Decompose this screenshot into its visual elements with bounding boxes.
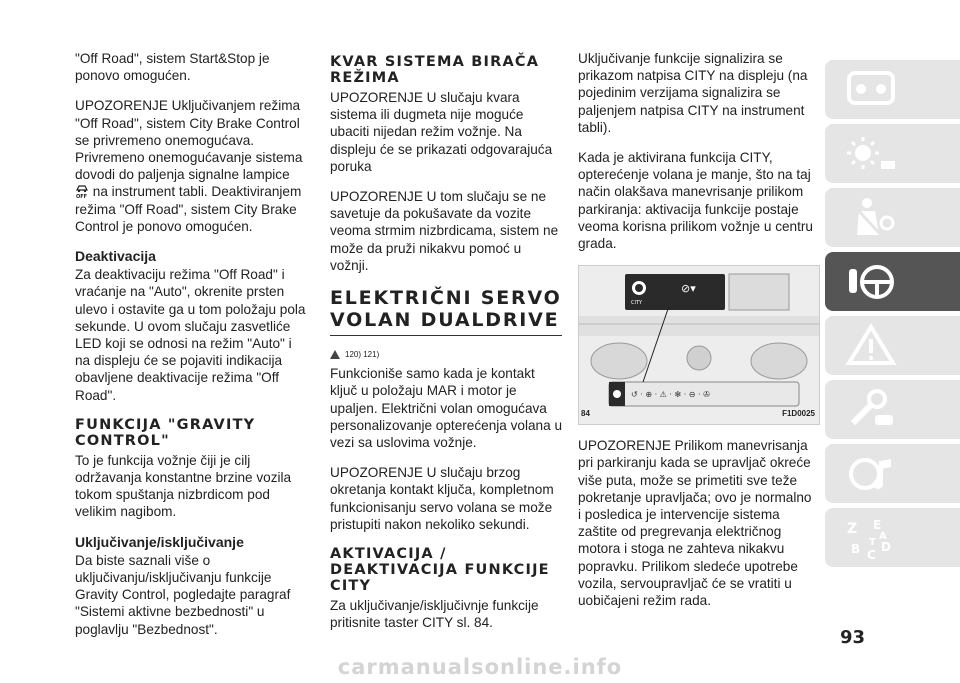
column-left	[75, 50, 307, 651]
svg-text:A: A	[879, 530, 887, 542]
heading-kvar-sistema: KVAR SISTEMA BIRAČA REŽIMA	[330, 54, 540, 86]
svg-text:⊘▾: ⊘▾	[681, 282, 696, 296]
svg-text:B: B	[851, 541, 861, 556]
key-steering-wheel-icon	[845, 259, 897, 305]
paragraph: UPOZORENJE Prilikom manevrisanja pri parkiranju kada se upravljač okreće više puta, može se primetiti sve teže pokretanje upravljača; ovo je normalno i posledica je intervencije sistema zaštite od pregrevanja električnog motora i stoga ne zahteva nikakvu popravku. Prilikom sledeće upotrebe vozila, servoupravljač će se vratiti u uobičajeni režim rada.	[578, 438, 812, 609]
subheading-ukljucivanje: Uključivanje/isključivanje	[75, 533, 244, 550]
tab-index[interactable]	[825, 508, 960, 567]
sun-lights-icon	[845, 131, 897, 177]
paragraph: To je funkcija vožnje čiji je cilj održavanja konstantne brzine vozila tokom spuštanja nizbrdicom pod velikim nagibom.	[75, 452, 292, 520]
paragraph: Uključivanje funkcije signalizira se prikazom natpisa CITY na displeju (na pojedinim verzijama signalizira se paljenjem natpisa CITY na instrument tabli).	[578, 51, 808, 135]
svg-text:↺ · ⊕ · ⚠ · ✻ · ⊖ · ✇: ↺ · ⊕ · ⚠ · ✻ · ⊖ · ✇	[631, 390, 710, 400]
figure-84-city-button	[578, 265, 820, 425]
svg-text:C: C	[867, 547, 876, 561]
tab-multimedia[interactable]	[825, 444, 960, 503]
svg-text:E: E	[873, 517, 882, 532]
heading-rule	[330, 335, 562, 336]
paragraph: "Off Road", sistem Start&Stop je ponovo omogućen.	[75, 51, 270, 84]
chapter-tabs	[825, 60, 960, 572]
settings-music-icon	[845, 451, 897, 497]
paragraph-text: na instrument tabli. Deaktiviranjem režima "Off Road", sistem City Brake Control je ponovo omogućen.	[75, 184, 302, 234]
warning-triangle-car-icon	[845, 323, 897, 369]
watermark: carmanualsonline.info	[337, 655, 623, 679]
paragraph: UPOZORENJE U tom slučaju se ne savetuje da pokušavate da vozite veoma strmim nizbrdicama, sistem ne može da pruži nikakvu pomoć u vožnji.	[330, 189, 559, 273]
figure-number: 84	[581, 409, 590, 419]
paragraph-warning	[75, 97, 307, 235]
off-icon-label: OFF	[76, 194, 88, 200]
svg-text:D: D	[881, 539, 891, 554]
paragraph: Za uključivanje/isključivnje funkcije pritisnite taster CITY sl. 84.	[330, 598, 539, 631]
tab-maintenance[interactable]	[825, 380, 960, 439]
svg-text:Z: Z	[847, 520, 858, 537]
tab-safety[interactable]	[825, 188, 960, 247]
paragraph: Funkcioniše samo kada je kontakt ključ u položaju MAR i motor je upaljen. Električni volan omogućava personalizovanje opterećenja volana u vezi sa uslovima vožnje.	[330, 366, 563, 451]
subheading-deaktivacija: Deaktivacija	[75, 248, 156, 265]
seatbelt-safety-icon	[845, 195, 897, 241]
tab-emergency[interactable]	[825, 316, 960, 375]
off-road-warning-icon	[75, 183, 89, 199]
alphabet-index-icon	[845, 515, 897, 561]
reference-numbers: 120) 121)	[345, 350, 380, 360]
heading-aktivacija-city: AKTIVACIJA / DEAKTIVACIJA FUNKCIJE CITY	[330, 546, 550, 595]
tab-lights[interactable]	[825, 124, 960, 183]
paragraph-text: UPOZORENJE Uključivanjem režima "Off Road", sistem City Brake Control se privremeno onemogućava. Privremeno onemogućavanje sistema dovodi do paljenja signalne lampice	[75, 98, 303, 183]
paragraph: Za deaktivaciju režima "Off Road" i vraćanje na "Auto", okrenite prsten ulevo i ostavite ga u tom položaju pola sekunde. U ovom slučaju zasvetliće LED koji se odnosi na režim "Auto" i na displeju će se pojaviti indikacija obavljene deaktivacije režima "Off Road".	[75, 267, 306, 403]
heading-gravity-control: FUNKCIJA "GRAVITY CONTROL"	[75, 416, 256, 449]
city-button-label: CITY	[631, 300, 643, 307]
tab-dashboard[interactable]	[825, 60, 960, 119]
column-right	[578, 50, 818, 622]
paragraph: Da biste saznali više o uključivanju/isključivanju funkcije Gravity Control, pogledajte paragraf "Sistemi aktivne bezbednosti" u poglavlju "Bezbednost".	[75, 552, 291, 637]
paragraph: Kada je aktivirana funkcija CITY, opterećenje volana je manje, što na taj način olakšava manevrisanje prilikom parkiranja: aktivacija funkcije postaje veoma korisna prilikom vožnje u centru grada.	[578, 150, 813, 252]
car-dashboard-icon	[845, 67, 897, 113]
dashboard-illustration	[579, 266, 819, 424]
figure-code: F1D0025	[782, 409, 815, 419]
tab-starting-driving[interactable]	[825, 252, 960, 311]
column-middle	[330, 50, 562, 644]
warning-triangle-icon	[330, 350, 340, 359]
svg-text:T: T	[869, 536, 876, 548]
wrench-car-icon	[845, 387, 897, 433]
paragraph: UPOZORENJE U slučaju kvara sistema ili dugmeta nije moguće ubaciti nijedan režim vožnje. Na displeju će se prikazati odgovarajuća poruka	[330, 90, 553, 174]
warning-references	[330, 346, 562, 363]
page-number: 93	[840, 627, 866, 648]
heading-servo-volan: ELEKTRIČNI SERVO VOLAN DUALDRIVE	[330, 287, 562, 332]
paragraph: UPOZORENJE U slučaju brzog okretanja kontakt ključa, kompletnom funkcionisanju servo volana se može pristupiti nakon nekoliko sekundi.	[330, 465, 554, 532]
